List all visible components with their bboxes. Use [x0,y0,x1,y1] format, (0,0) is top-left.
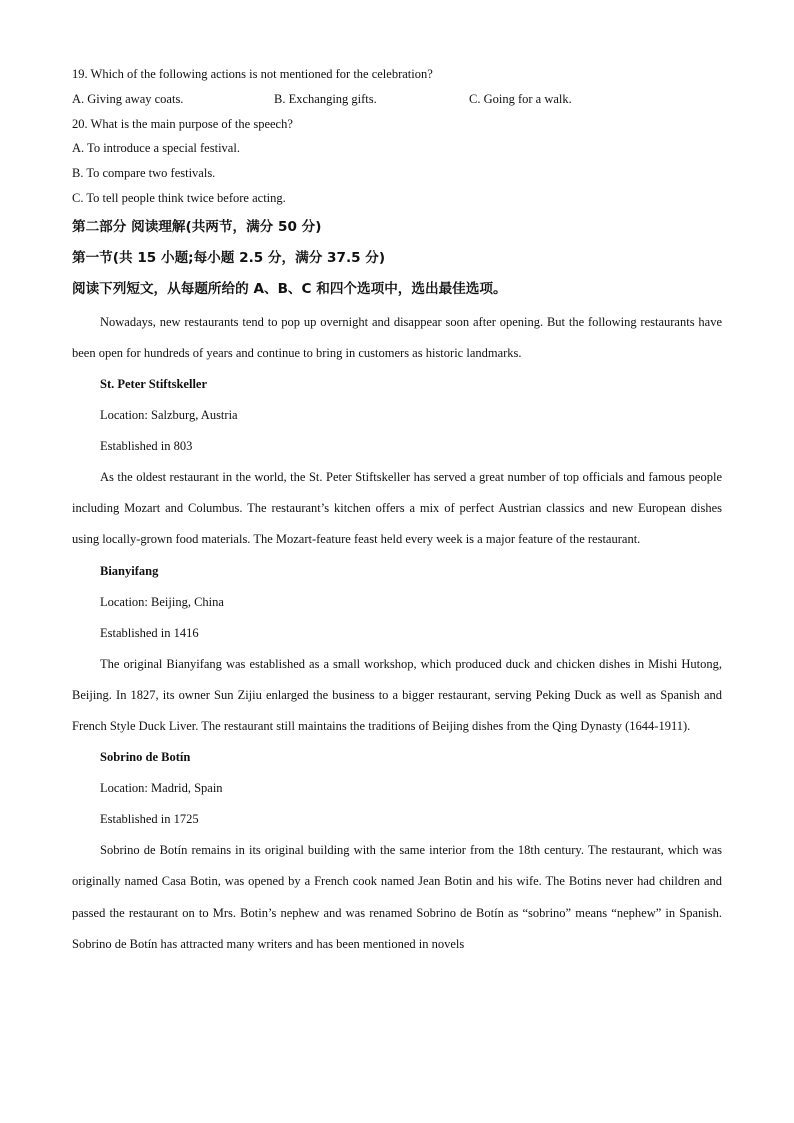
question-19-option-b: B. Exchanging gifts. [274,91,377,106]
restaurant-2-name: Bianyifang [100,563,159,578]
question-20-option-b: B. To compare two festivals. [72,166,216,181]
restaurant-2-location: Location: Beijing, China [100,594,224,609]
restaurant-3-established: Established in 1725 [100,812,199,827]
section-instruction: 阅读下列短文，从每题所给的 A、B、C 和四个选项中，选出最佳选项。 [72,280,507,297]
section-heading-subsection: 第一节(共 15 小题;每小题 2.5 分，满分 37.5 分) [72,249,386,266]
question-19-option-a: A. Giving away coats. [72,91,184,106]
reading-passage [72,307,722,960]
question-20-option-a: A. To introduce a special festival. [72,141,240,156]
section-heading-part-two: 第二部分 阅读理解(共两节，满分 50 分) [72,218,322,235]
restaurant-1-established: Established in 803 [100,439,193,454]
restaurant-2-description: The original Bianyifang was established as a small workshop, which produced duck and chicken dishes in Mishi Hutong, Beijing. In 1827, its owner Sun Zijiu enlarged the business to a bigger restaurant, serving Peking Duck as well as Spanish and French Style Duck Liver. The restaurant still maintains the traditions of Beijing dishes from the Qing Dynasty (1644-1911). [72,656,722,733]
question-19-stem: 19. Which of the following actions is not mentioned for the celebration? [72,67,433,81]
restaurant-1-name: St. Peter Stiftskeller [100,376,208,391]
passage-intro: Nowadays, new restaurants tend to pop up overnight and disappear soon after opening. But the following restaurants have been open for hundreds of years and continue to bring in customers as historic landmarks. [72,314,722,360]
question-20-option-c: C. To tell people think twice before acting. [72,190,286,205]
question-19-option-c: C. Going for a walk. [469,91,572,106]
restaurant-1-description: As the oldest restaurant in the world, the St. Peter Stiftskeller has served a great number of top officials and famous people including Mozart and Columbus. The restaurant’s kitchen offers a mix of perfect Austrian classics and new European dishes using locally-grown food materials. The Mozart-feature feast held every week is a major feature of the restaurant. [72,470,722,547]
restaurant-3-name: Sobrino de Botín [100,750,191,765]
restaurant-1-location: Location: Salzburg, Austria [100,408,238,423]
question-19-options [72,87,722,112]
document-page [72,62,722,960]
restaurant-2-established: Established in 1416 [100,625,199,640]
restaurant-3-location: Location: Madrid, Spain [100,781,223,796]
question-20-stem: 20. What is the main purpose of the speech? [72,116,293,131]
restaurant-3-description: Sobrino de Botín remains in its original building with the same interior from the 18th century. The restaurant, which was originally named Casa Botin, was opened by a French cook named Jean Botin and his wife. The Botins never had children and passed the restaurant on to Mrs. Botin’s nephew and was renamed Sobrino de Botín as “sobrino” means “nephew” in Spanish. Sobrino de Botín has attracted many writers and has been mentioned in novels [72,843,722,951]
